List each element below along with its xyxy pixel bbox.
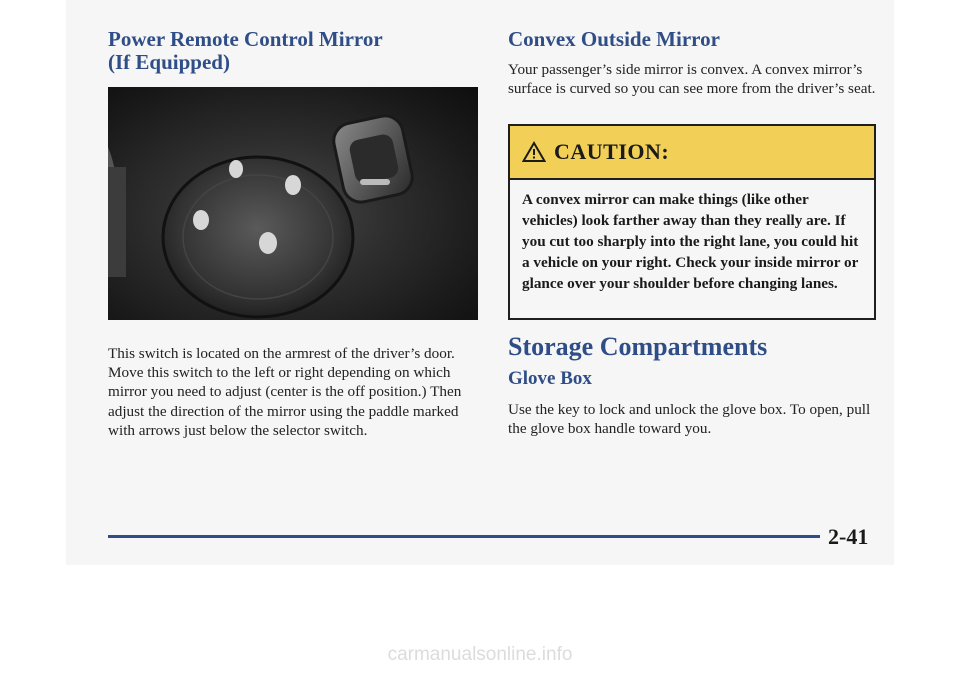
caution-box [508,124,876,320]
power-mirror-heading [108,28,478,74]
convex-mirror-paragraph: Your passenger’s side mirror is convex. A convex mirror’s surface is curved so you can see more from the driver’s seat. [508,61,876,98]
caution-text: A convex mirror can make things (like other vehicles) look farther away than they really are. If you cut too sharply into the right lane, you could hit a vehicle on your right. Check your inside mirror or glance over your shoulder before changing lanes. [522,191,859,292]
power-mirror-heading-line1: Power Remote Control Mirror [108,27,383,51]
mirror-control-switch-photo [108,87,478,320]
glove-box-body [508,400,880,438]
mirror-switch-illustration [108,87,478,320]
footer-rule [108,535,820,538]
power-mirror-heading-line2: (If Equipped) [108,50,230,74]
storage-heading: Storage Compartments [508,332,768,361]
right-column [508,28,880,98]
convex-mirror-heading: Convex Outside Mirror [508,27,720,51]
page-number: 2-41 [828,524,869,549]
power-mirror-body [108,344,478,440]
left-column [108,28,478,74]
up-arrow-icon [229,160,243,178]
left-arrow-icon [193,210,209,230]
caution-header [510,126,874,180]
right-arrow-icon [285,175,301,195]
warning-triangle-icon [522,141,546,163]
down-arrow-icon [259,232,277,254]
glove-box-paragraph: Use the key to lock and unlock the glove box. To open, pull the glove box handle toward you. [508,401,871,438]
watermark: carmanualsonline.info [387,644,573,665]
glove-box-heading: Glove Box [508,368,592,389]
power-mirror-paragraph: This switch is located on the armrest of the driver’s door. Move this switch to the left or right depending on which mirror you need to adjust (center is the off position.) Then adjust the direction of the mirror using the paddle marked with arrows just below the selector switch. [108,345,462,439]
caution-label: CAUTION: [554,139,670,164]
